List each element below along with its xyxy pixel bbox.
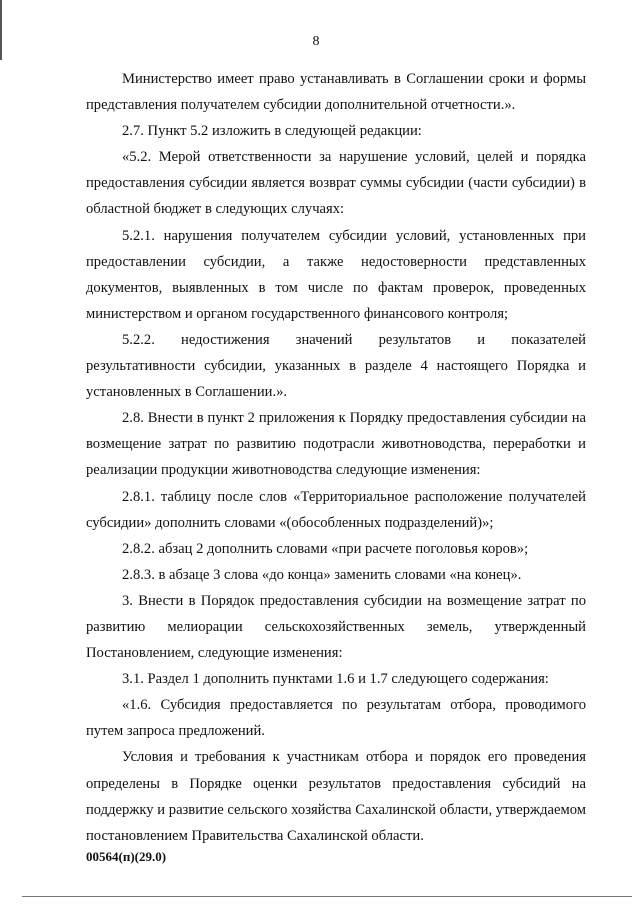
paragraph: 2.8.1. таблицу после слов «Территориальное расположение получателей субсидии» дополнить словами «(обособленных подразделений)»; [86, 488, 586, 531]
paragraph: 2.8. Внести в пункт 2 приложения к Порядку предоставления субсидии на возмещение затрат по развитию подотрасли животноводства, переработки и реализации продукции животноводства следующие изменения: [86, 410, 586, 479]
document-code: 00564(п)(29.0) [86, 849, 167, 864]
scan-edge-left [0, 0, 2, 60]
paragraph: 2.8.3. в абзаце 3 слова «до конца» заменить словами «на конец». [122, 566, 522, 583]
page-number: 8 [312, 34, 320, 49]
scan-edge-bottom [22, 896, 632, 897]
paragraph: 3.1. Раздел 1 дополнить пунктами 1.6 и 1.7 следующего содержания: [122, 671, 549, 688]
paragraph: 2.8.2. абзац 2 дополнить словами «при расчете поголовья коров»; [122, 540, 529, 557]
paragraph: 5.2.1. нарушения получателем субсидии условий, установленных при предоставлении субсидии, а также недостоверности представленных документов, выявленных в том числе по фактам проверок, проведенных министерством и органом государственного финансового контроля; [86, 227, 586, 322]
paragraph: «1.6. Субсидия предоставляется по результатам отбора, проводимого путем запроса предложений. [86, 697, 586, 740]
paragraph: Министерство имеет право устанавливать в Соглашении сроки и формы представления получателем субсидии дополнительной отчетности.». [86, 71, 586, 114]
paragraph: «5.2. Мерой ответственности за нарушение условий, целей и порядка предоставления субсидии является возврат суммы субсидии (части субсидии) в областной бюджет в следующих случаях: [86, 149, 586, 218]
paragraph: Условия и требования к участникам отбора и порядок его проведения определены в Порядке оценки результатов предоставления субсидий на поддержку и развитие сельского хозяйства Сахалинской области, утверждаемом постановлением Правительства Сахалинской области. [86, 749, 586, 844]
paragraph: 5.2.2. недостижения значений результатов и показателей результативности субсидии, указанных в разделе 4 настоящего Порядка и установленных в Соглашении.». [86, 331, 586, 401]
paragraph: 3. Внести в Порядок предоставления субсидии на возмещение затрат по развитию мелиорации сельскохозяйственных земель, утвержденный Постановлением, следующие изменения: [86, 592, 586, 662]
document-body [86, 66, 586, 849]
paragraph: 2.7. Пункт 5.2 изложить в следующей редакции: [122, 123, 422, 140]
